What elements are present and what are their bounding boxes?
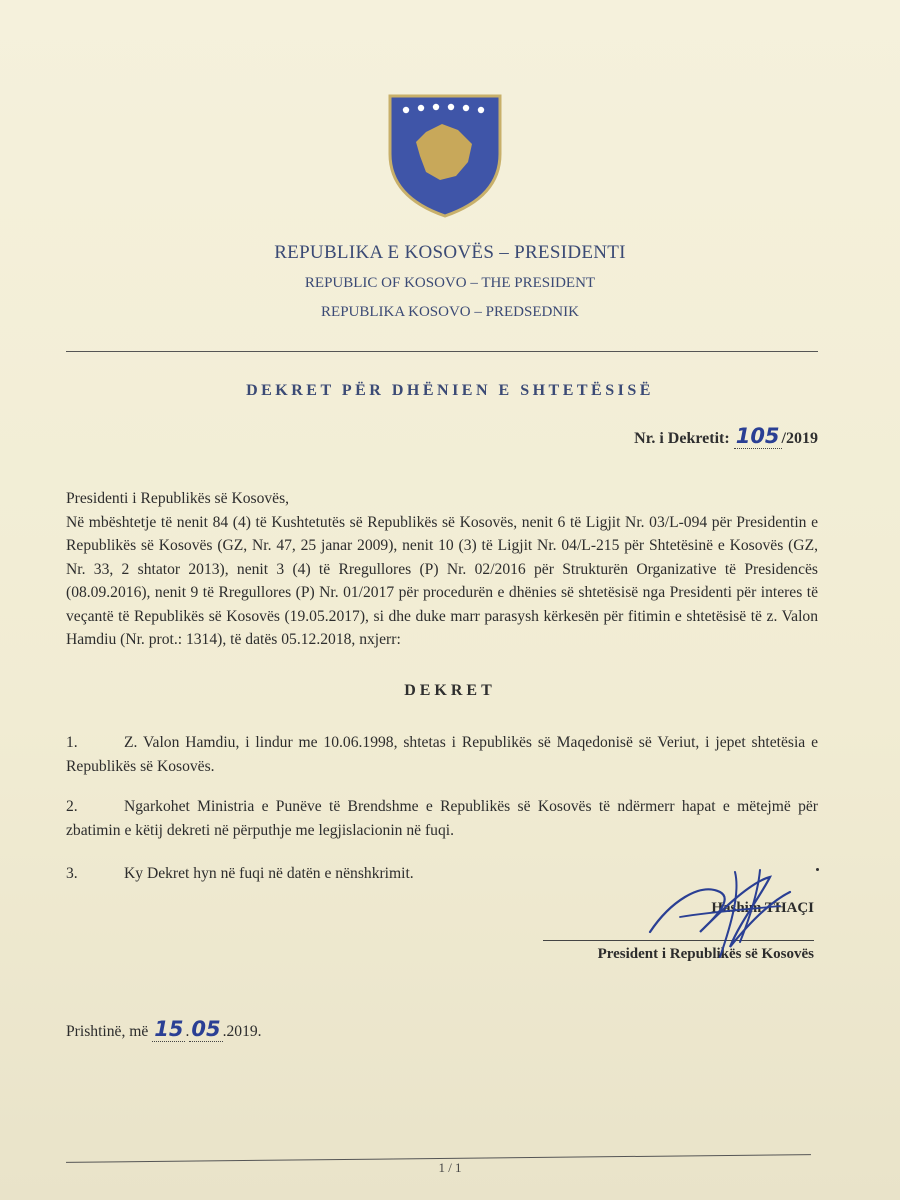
header-line-english: REPUBLIC OF KOSOVO – THE PRESIDENT (304, 275, 596, 291)
decree-item-number: 3. (66, 865, 78, 882)
decree-number-label: Nr. i Dekretit: (634, 430, 730, 447)
header-line-albanian: REPUBLIKA E KOSOVËS – PRESIDENTI (274, 242, 626, 263)
decree-item (66, 731, 818, 778)
header-line-serbian: REPUBLIKA KOSOVO – PREDSEDNIK (321, 304, 579, 320)
decree-number-year: /2019 (781, 430, 818, 447)
kosovo-coat-of-arms-icon (386, 92, 504, 218)
date-separator: . (185, 1023, 190, 1040)
signatory-title: President i Republikës së Kosovës (597, 946, 814, 962)
ink-dot (816, 868, 819, 871)
preamble-text: Në mbështetje të nenit 84 (4) të Kushtetutës së Republikës së Kosovës, nenit 6 të Ligjit Nr. 03/L-094 për Presidentin e Republikës së Kosovës (GZ, Nr. 47, 25 janar 2009), nenit 10 (3) të Ligjit Nr. 04/L-215 për Shtetësinë e Kosovës (GZ, Nr. 33, 2 shtator 2013), nenit 3 (4) të Rregullores (P) Nr. 02/2016 për Strukturën Organizative të Presidencës (08.09.2016), nenit 9 të Rregullores (P) Nr. 01/2017 për procedurën e dhënies së shtetësisë nga Presidenti për interes të veçantë të Republikës së Kosovës (19.05.2017), si dhe duke marr parasysh kërkesën për fitimin e shtetësisë të z. Valon Hamdiu (Nr. prot.: 1314), të datës 05.12.2018, nxjerr: (66, 513, 818, 648)
decree-item-text: Ky Dekret hyn në fuqi në datën e nënshkrimit. (124, 865, 414, 882)
header-divider (66, 351, 818, 352)
date-year: .2019. (222, 1023, 262, 1040)
dekret-heading: DEKRET (404, 682, 496, 699)
decree-item-text: Ngarkohet Ministria e Punëve të Brendshme e Republikës së Kosovës të ndërmerr hapat e mëtejmë për zbatimin e këtij dekreti në përputhje me legjislacionin në fuqi. (66, 798, 818, 839)
decree-number (634, 424, 818, 448)
decree-title: DEKRET PËR DHËNIEN E SHTETËSISË (246, 382, 654, 399)
preamble-opening: Presidenti i Republikës së Kosovës, (66, 490, 290, 507)
date-month-handwritten: 05 (191, 1017, 221, 1041)
page-number: 1 / 1 (438, 1160, 462, 1175)
preamble (66, 487, 818, 652)
decree-item-number: 1. (66, 734, 78, 751)
place-and-date (66, 1017, 262, 1041)
decree-item (66, 795, 818, 842)
decree-item-text: Z. Valon Hamdiu, i lindur me 10.06.1998, shtetas i Republikës së Maqedonisë së Veriut, i jepet shtetësia e Republikës së Kosovës. (66, 734, 818, 775)
handwritten-signature (640, 862, 810, 962)
signatory-name: Hashim THAÇI (711, 900, 814, 916)
place-prefix: Prishtinë, më (66, 1023, 153, 1040)
decree-number-handwritten: 105 (735, 424, 780, 448)
decree-item-number: 2. (66, 798, 78, 815)
date-day-handwritten: 15 (154, 1017, 184, 1041)
